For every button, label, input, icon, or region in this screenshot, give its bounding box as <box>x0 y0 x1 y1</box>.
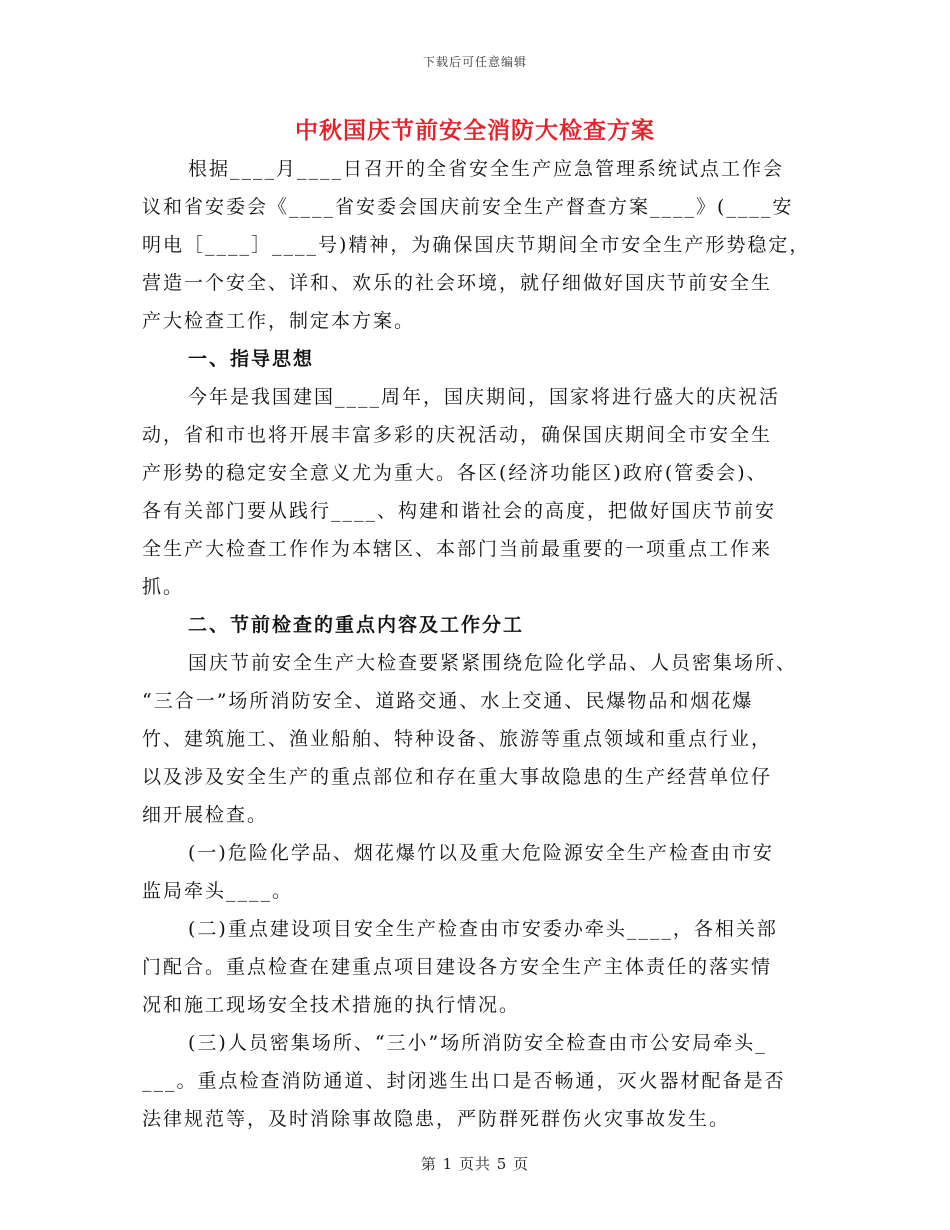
paragraph-item-1 <box>142 834 812 910</box>
text-line: (一)危险化学品、烟花爆竹以及重大危险源安全生产检查由市安 <box>188 842 774 864</box>
section-heading: 二、节前检查的重点内容及工作分工 <box>188 614 525 636</box>
paragraph-section-2 <box>142 644 812 834</box>
text-line: 细开展检查。 <box>142 804 269 826</box>
section-heading-1 <box>142 340 812 378</box>
text-line: 各有关部门要从践行____、构建和谐社会的高度，把做好国庆节前安 <box>142 500 777 522</box>
text-line: 抓。 <box>142 576 185 598</box>
paragraph-section-1 <box>142 378 812 606</box>
header-note: 下载后可任意编辑 <box>422 55 527 69</box>
text-line: 动，省和市也将开展丰富多彩的庆祝活动，确保国庆期间全市安全生 <box>142 424 773 446</box>
page-number: 第 1 页共 5 页 <box>420 1155 530 1173</box>
document-body <box>142 150 812 1138</box>
document-title: 中秋国庆节前安全消防大检查方案 <box>295 117 655 144</box>
text-line: 议和省安委会《____省安委会国庆前安全生产督查方案____》(____安 <box>142 196 794 218</box>
text-line: 今年是我国建国____周年，国庆期间，国家将进行盛大的庆祝活 <box>188 386 781 408</box>
text-line: 法律规范等，及时消除事故隐患，严防群死群伤火灾事故发生。 <box>142 1108 731 1130</box>
section-heading-2 <box>142 606 812 644</box>
text-line: 全生产大检查工作作为本辖区、本部门当前最重要的一项重点工作来 <box>142 538 773 560</box>
paragraph-item-2 <box>142 910 812 1024</box>
text-line: 以及涉及安全生产的重点部位和存在重大事故隐患的生产经营单位仔 <box>142 766 773 788</box>
text-line: “三合一”场所消防安全、道路交通、水上交通、民爆物品和烟花爆 <box>142 690 754 712</box>
text-line: 门配合。重点检查在建重点项目建设各方安全生产主体责任的落实情 <box>142 956 773 978</box>
paragraph-item-3 <box>142 1024 812 1138</box>
text-line: (三)人员密集场所、“三小”场所消防安全检查由市公安局牵头_ <box>188 1032 767 1054</box>
paragraph-intro <box>142 150 812 340</box>
text-line: 明电［____］____号)精神，为确保国庆节期间全市安全生产形势稳定， <box>142 234 811 256</box>
text-line: 况和施工现场安全技术措施的执行情况。 <box>142 994 521 1016</box>
text-line: (二)重点建设项目安全生产检查由市安委办牵头____，各相关部 <box>188 918 778 940</box>
text-line: 监局牵头____。 <box>142 880 294 902</box>
text-line: 根据____月____日召开的全省安全生产应急管理系统试点工作会 <box>188 158 785 180</box>
text-line: 国庆节前安全生产大检查要紧紧围绕危险化学品、人员密集场所、 <box>188 652 798 674</box>
text-line: 竹、建筑施工、渔业船舶、特种设备、旅游等重点领域和重点行业， <box>142 728 773 750</box>
section-heading: 一、指导思想 <box>188 348 315 370</box>
text-line: ___。重点检查消防通道、封闭逃生出口是否畅通，灭火器材配备是否 <box>142 1070 786 1092</box>
text-line: 产大检查工作，制定本方案。 <box>142 310 416 332</box>
text-line: 产形势的稳定安全意义尤为重大。各区(经济功能区)政府(管委会)、 <box>142 462 768 484</box>
text-line: 营造一个安全、详和、欢乐的社会环境，就仔细做好国庆节前安全生 <box>142 272 773 294</box>
